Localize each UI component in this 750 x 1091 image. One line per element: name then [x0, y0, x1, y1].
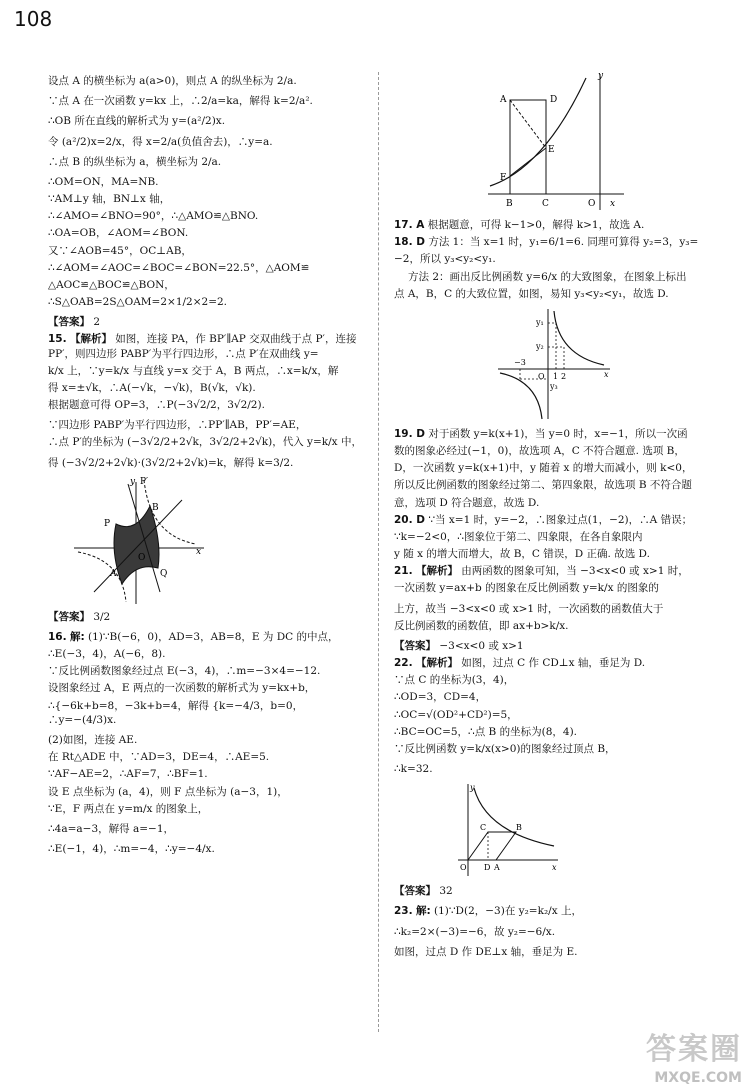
q15-figure [64, 476, 370, 606]
text-line: 所以反比例函数的图象经过第二、第四象限，故选项 B 不符合题 [394, 479, 692, 492]
question-number: 19. D [394, 427, 425, 440]
text-line: ∵点 A 在一次函数 y=kx 上，∴2/a=ka，解得 k=2/a². [48, 95, 313, 108]
answer-label: 【答案】 [394, 639, 436, 652]
text-line: (1)∵B(−6，0)，AD=3，AB=8，E 为 DC 的中点， [88, 630, 339, 643]
text-line: ∴点 B 的纵坐标为 a，横坐标为 2/a. [48, 155, 222, 168]
analysis-label: 【解析】 [69, 333, 112, 346]
text-line: 反比例函数的函数值，即 ax+b>k/x. [394, 619, 569, 632]
text-line: ∴BC=OC=5，∴点 B 的坐标为(8，4). [394, 725, 578, 738]
right-column [394, 64, 720, 962]
q16-figure-svg [484, 68, 634, 214]
answer-label: 【答案】 [48, 316, 90, 329]
answer-value: 3/2 [93, 610, 111, 623]
q21-solution [394, 564, 720, 653]
fig-label: D [484, 863, 491, 873]
text-line: 意，选项 D 符合题意，故选 D. [394, 496, 540, 509]
fig-label: x [196, 546, 202, 557]
text-line: ∴4a=a−3，解得 a=−1， [48, 822, 175, 835]
q22-solution [394, 656, 720, 898]
q22-figure-svg [454, 780, 564, 880]
text-line: 如图，过点 D 作 DE⊥x 轴，垂足为 E. [394, 945, 578, 958]
text-line: 由两函数的图象可知，当 −3<x<0 或 x>1 时， [461, 565, 689, 578]
text-line: k/x 上，∵y=k/x 与直线 y=x 交于 A，B 两点，∴x=k/x，解 [48, 364, 339, 377]
watermark [618, 1030, 748, 1088]
text-line: ∴k=32. [394, 763, 433, 776]
question-header [48, 630, 370, 644]
fig-label: E [548, 145, 555, 155]
q18-figure-svg [494, 305, 614, 423]
q18-solution [394, 235, 720, 423]
question-header [394, 513, 720, 527]
question-number: 16. [48, 630, 67, 643]
text-line: ∴∠AOM=∠AOC=∠BOC=∠BON=22.5°，△AOM≌ [48, 261, 310, 274]
question-header [394, 656, 720, 670]
answer-line [394, 639, 720, 653]
text-line: 如图，过点 C 作 CD⊥x 轴，垂足为 D. [461, 657, 646, 670]
fig-label: y₂ [536, 341, 544, 351]
solution-label: 解: [69, 630, 85, 643]
fig-label: O [138, 552, 146, 563]
solution-label: 解: [415, 905, 431, 918]
text-line: 对于函数 y=k(x+1)，当 y=0 时，x=−1，所以一次函 [428, 427, 688, 440]
fig-label: x [604, 369, 609, 379]
fig-label: y [130, 476, 136, 487]
text-line: ∴点 P′的坐标为 (−3√2/2+2√k，3√2/2+2√k)，代入 y=k/x 中， [48, 436, 362, 449]
question-number: 23. [394, 905, 413, 918]
question-number: 17. A [394, 219, 425, 231]
fig-label: y [598, 71, 604, 81]
fig-label: O [460, 863, 467, 873]
answer-label: 【答案】 [394, 885, 436, 898]
question-number: 20. D [394, 513, 425, 526]
text-line: ∴∠AMO=∠BNO=90°，∴△AMO≌△BNO. [48, 210, 259, 223]
fig-label: A [494, 863, 500, 873]
question-number: 21. [394, 565, 413, 578]
column-divider [378, 72, 379, 1032]
fig-label: 1 [553, 371, 559, 381]
fig-label: x [552, 863, 557, 873]
fig-label: 2 [561, 371, 567, 381]
q23-solution [394, 904, 720, 959]
text-line: ∵反比例函数 y=k/x(x>0)的图象经过顶点 B， [394, 742, 616, 755]
q20-solution [394, 513, 720, 562]
fig-label: y₃ [550, 381, 558, 391]
fig-label: A [500, 95, 507, 105]
text-line: ∴{−6k+b=8，−3k+b=4，解得 {k=−4/3，b=0，∴y=−(4/3)x. [48, 699, 304, 726]
text-line: ∵AM⊥y 轴，BN⊥x 轴， [48, 193, 171, 206]
text-line: −2，所以 y₃<y₂<y₁. [394, 253, 496, 266]
watermark-logo-text: 答案圈 [646, 1032, 742, 1067]
text-line: ∴S△OAB=2S△OAM=2×1/2×2=2. [48, 296, 228, 309]
q15-figure-svg [64, 476, 214, 606]
q18-figure [494, 305, 720, 423]
text-line: 方法 1：当 x=1 时，y₁=6/1=6. 同理可算得 y₂=3，y₃= [428, 236, 699, 249]
fig-label: y₁ [536, 317, 544, 327]
text-line: 数的图象必经过(−1，0)，故选项 A，C 不符合题意. 选项 B， [394, 445, 685, 458]
text-line: ∵E，F 两点在 y=m/x 的图象上， [48, 802, 209, 815]
q16-solution [48, 630, 370, 856]
question-header [48, 332, 370, 360]
answer-line [48, 610, 370, 624]
text-line: 在 Rt△ADE 中，∵AD=3，DE=4，∴AE=5. [48, 751, 270, 764]
left-column [48, 74, 370, 859]
q16-figure [484, 68, 720, 214]
answer-label: 【答案】 [48, 610, 90, 623]
fig-label: A [110, 568, 117, 579]
text-line: (1)∵D(2，−3)在 y₂=k₂/x 上， [434, 905, 582, 918]
question-header [394, 427, 720, 441]
q19-solution [394, 427, 720, 510]
text-line: 得 x=±√k，∴A(−√k，−√k)，B(√k，√k). [48, 381, 256, 394]
fig-label: D [550, 95, 558, 105]
text-line: 根据题意可得 OP=3，∴P(−3√2/2，3√2/2). [48, 399, 265, 412]
text-line: ∴OC=√(OD²+CD²)=5， [394, 708, 518, 721]
text-line: ∵k=−2<0，∴图象位于第二、四象限，在各自象限内 [394, 530, 643, 543]
text-line: ∴E(−3，4)，A(−6，8). [48, 648, 166, 661]
analysis-label: 【解析】 [415, 565, 458, 578]
text-line: ∴OD=3，CD=4， [394, 691, 487, 704]
text-line: 根据题意，可得 k−1>0，解得 k>1，故选 A. [427, 219, 645, 231]
question-number: 22. [394, 657, 413, 670]
text-line: D，一次函数 y=k(x+1)中，y 随着 x 的增大而减小，则 k<0， [394, 462, 693, 475]
fig-label: B [506, 199, 513, 209]
text-line: 设图象经过 A，E 两点的一次函数的解析式为 y=kx+b， [48, 682, 316, 695]
fig-label: C [480, 823, 487, 833]
question-number: 15. [48, 333, 67, 346]
text-line: ∴E(−1，4)，∴m=−4，∴y=−4/x. [48, 843, 215, 856]
text-line: ∵反比例函数图象经过点 E(−3，4)，∴m=−3×4=−12. [48, 665, 321, 678]
text-line: 又∵∠AOB=45°，OC⊥AB， [48, 244, 192, 257]
fig-label: C [542, 199, 549, 209]
page-number: 108 [14, 7, 53, 31]
answer-value: 2 [93, 316, 101, 329]
q22-figure [454, 780, 720, 880]
fig-label: Q [160, 568, 168, 579]
question-header [394, 564, 720, 578]
fig-label: y [470, 783, 475, 793]
text-line: 一次函数 y=ax+b 的图象在反比例函数 y=k/x 的图象的 [394, 582, 659, 595]
text-line: ∴OB 所在直线的解析式为 y=(a²/2)x. [48, 115, 226, 128]
q15-solution [48, 332, 370, 624]
fig-label: O [588, 199, 596, 209]
fig-label: P′ [140, 476, 149, 487]
fig-label: B [516, 823, 522, 833]
text-line: y 随 x 的增大而增大，故 B，C 错误，D 正确. 故选 D. [394, 548, 650, 561]
text-line: (2)如图，连接 AE. [48, 733, 138, 746]
q14-solution [48, 74, 370, 329]
answer-value: 32 [439, 885, 453, 898]
text-line: ∵AF−AE=2，∴AF=7，∴BF=1. [48, 768, 208, 781]
text-line: 方法 2：画出反比例函数 y=6/x 的大致图象，在图象上标出 [408, 270, 687, 283]
text-line: 设 E 点坐标为 (a，4)，则 F 点坐标为 (a−3，1)， [48, 785, 288, 798]
text-line: ∵点 C 的坐标为(3，4)， [394, 674, 515, 687]
text-line: ∴OA=OB，∠AOM=∠BON. [48, 227, 189, 240]
answer-line [394, 884, 720, 898]
question-header [394, 235, 720, 249]
text-line: 令 (a²/2)x=2/x，得 x=2/a(负值舍去)，∴y=a. [48, 135, 273, 148]
answer-line [48, 315, 370, 329]
answer-value: −3<x<0 或 x>1 [439, 639, 524, 652]
fig-label: O [538, 371, 545, 381]
analysis-label: 【解析】 [415, 657, 458, 670]
fig-label: B [152, 502, 159, 513]
fig-label: P [104, 518, 111, 529]
question-header [394, 904, 720, 918]
text-line: 点 A，B，C 的大致位置，如图，易知 y₃<y₂<y₁，故选 D. [394, 287, 669, 300]
text-line: ∴k₂=2×(−3)=−6，故 y₂=−6/x. [394, 925, 556, 938]
text-line: ∴OM=ON，MA=NB. [48, 175, 159, 188]
text-line: ∵当 x=1 时，y=−2，∴图象过点(1，−2)，∴A 错误； [428, 513, 693, 526]
fig-label: x [610, 199, 616, 209]
text-line: △AOC≌△BOC≌△BON， [48, 278, 175, 291]
text-line: 如图，连接 PA，作 BP′∥AP 交双曲线于点 P′，连接 PP′，则四边形 PABP′为平行四边形，∴点 P′在双曲线 y= [48, 333, 357, 360]
text-line: 设点 A 的横坐标为 a(a>0)，则点 A 的纵坐标为 2/a. [48, 75, 297, 87]
question-number: 18. D [394, 236, 425, 249]
text-line: 上方，故当 −3<x<0 或 x>1 时，一次函数的函数值大于 [394, 602, 664, 615]
fig-label: F [500, 173, 507, 183]
watermark-url: MXQE.COM [654, 1070, 742, 1087]
fig-label: −3 [514, 357, 526, 367]
text-line: 得 (−3√2/2+2√k)·(3√2/2+2√k)=k，解得 k=3/2. [48, 456, 294, 469]
q17-solution [394, 218, 720, 232]
text-line: ∵四边形 PABP′为平行四边形，∴PP′∥AB，PP′=AE， [48, 419, 307, 432]
